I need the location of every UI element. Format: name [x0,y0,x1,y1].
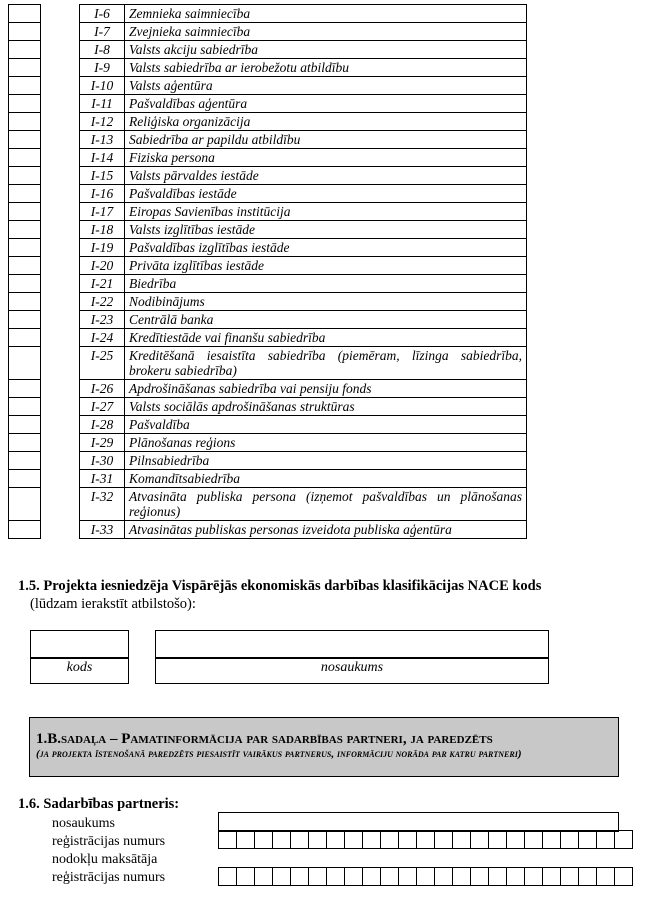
code-description: Valsts sociālās apdrošināšanas struktūras [125,398,527,416]
digit-cell[interactable] [471,831,489,849]
spacer [41,221,80,239]
digit-cell[interactable] [381,868,399,886]
digit-cell[interactable] [381,831,399,849]
code-checkbox[interactable] [9,398,41,416]
code-checkbox[interactable] [9,521,41,539]
spacer [41,131,80,149]
code-checkbox[interactable] [9,185,41,203]
partner-tax-reg-number-label: reģistrācijas numurs [52,870,166,885]
spacer [41,95,80,113]
nace-code-input[interactable] [30,630,129,659]
code-value: I-12 [80,113,125,131]
digit-cell[interactable] [255,868,273,886]
nace-name-input[interactable] [155,630,549,659]
section-1-5-title: 1.5. Projekta iesniedzēja Vispārējās ekonomiskās darbības klasifikācijas NACE kods [18,578,542,594]
spacer [41,521,80,539]
code-value: I-26 [80,380,125,398]
code-description: Privāta izglītības iestāde [125,257,527,275]
code-checkbox[interactable] [9,488,41,521]
code-value: I-7 [80,23,125,41]
digit-cell[interactable] [399,868,417,886]
code-description: Plānošanas reģions [125,434,527,452]
code-description: Sabiedrība ar papildu atbildību [125,131,527,149]
code-description: Pašvaldības aģentūra [125,95,527,113]
digit-cell[interactable] [237,831,255,849]
code-row [9,434,527,452]
code-row [9,41,527,59]
code-checkbox[interactable] [9,293,41,311]
digit-cell[interactable] [345,831,363,849]
code-checkbox[interactable] [9,416,41,434]
code-checkbox[interactable] [9,95,41,113]
digit-cell[interactable] [273,868,291,886]
code-value: I-17 [80,203,125,221]
code-row [9,167,527,185]
code-row [9,113,527,131]
digit-cell[interactable] [507,831,525,849]
partner-tax-reg-number-grid[interactable] [218,867,633,886]
code-row [9,275,527,293]
code-value: I-9 [80,59,125,77]
digit-cell[interactable] [237,868,255,886]
code-row [9,5,527,23]
spacer [41,488,80,521]
spacer [41,203,80,221]
spacer [41,329,80,347]
spacer [41,149,80,167]
code-value: I-15 [80,167,125,185]
organization-codes-table [8,4,527,539]
spacer [41,77,80,95]
code-checkbox[interactable] [9,311,41,329]
digit-cell[interactable] [453,831,471,849]
code-value: I-24 [80,329,125,347]
code-description: Atvasināta publiska persona (izņemot pašvaldības un plānošanas reģionus) [125,488,527,521]
digit-cell[interactable] [219,868,237,886]
code-value: I-14 [80,149,125,167]
code-description: Valsts izglītības iestāde [125,221,527,239]
spacer [41,185,80,203]
digit-cell[interactable] [219,831,237,849]
digit-cell[interactable] [309,868,327,886]
code-value: I-32 [80,488,125,521]
spacer [41,239,80,257]
digit-cell[interactable] [525,868,543,886]
code-value: I-16 [80,185,125,203]
digit-cell[interactable] [543,868,561,886]
code-value: I-23 [80,311,125,329]
spacer [41,380,80,398]
code-row [9,452,527,470]
code-description: Valsts sabiedrība ar ierobežotu atbildību [125,59,527,77]
code-row [9,203,527,221]
digit-cell[interactable] [291,868,309,886]
code-description: Valsts pārvaldes iestāde [125,167,527,185]
digit-cell[interactable] [327,831,345,849]
code-value: I-28 [80,416,125,434]
code-description: Fiziska persona [125,149,527,167]
code-checkbox[interactable] [9,5,41,23]
code-row [9,470,527,488]
code-description: Kreditēšanā iesaistīta sabiedrība (piemēram, līzinga sabiedrība, brokeru sabiedrība) [125,347,527,380]
code-description: Pašvaldība [125,416,527,434]
spacer [41,257,80,275]
code-checkbox[interactable] [9,380,41,398]
digit-cell[interactable] [417,868,435,886]
kods-label: kods [66,660,93,675]
spacer [41,434,80,452]
code-value: I-18 [80,221,125,239]
code-value: I-33 [80,521,125,539]
code-checkbox[interactable] [9,149,41,167]
code-value: I-11 [80,95,125,113]
code-checkbox[interactable] [9,257,41,275]
code-row [9,257,527,275]
code-row [9,95,527,113]
spacer [41,5,80,23]
code-description: Pašvaldības iestāde [125,185,527,203]
section-1b-header [29,717,619,777]
code-checkbox[interactable] [9,452,41,470]
code-value: I-25 [80,347,125,380]
code-description: Atvasinātas publiskas personas izveidota publiska aģentūra [125,521,527,539]
code-description: Pašvaldības izglītības iestāde [125,239,527,257]
code-checkbox[interactable] [9,113,41,131]
partner-name-input[interactable] [218,812,619,832]
code-value: I-10 [80,77,125,95]
digit-cell[interactable] [255,831,273,849]
section-1-5-subtitle: (lūdzam ierakstīt atbilstošo): [30,596,196,612]
code-value: I-29 [80,434,125,452]
code-value: I-21 [80,275,125,293]
code-row [9,347,527,380]
digit-cell[interactable] [435,868,453,886]
code-row [9,398,527,416]
digit-cell[interactable] [417,831,435,849]
spacer [41,452,80,470]
code-checkbox[interactable] [9,275,41,293]
code-value: I-31 [80,470,125,488]
code-description: Zemnieka saimniecība [125,5,527,23]
code-row [9,293,527,311]
code-value: I-13 [80,131,125,149]
code-row [9,329,527,347]
code-value: I-8 [80,41,125,59]
digit-cell[interactable] [291,831,309,849]
digit-cell[interactable] [543,831,561,849]
code-description: Valsts aģentūra [125,77,527,95]
digit-cell[interactable] [615,831,633,849]
code-value: I-19 [80,239,125,257]
code-value: I-20 [80,257,125,275]
code-checkbox[interactable] [9,131,41,149]
code-checkbox[interactable] [9,329,41,347]
spacer [41,398,80,416]
digit-cell[interactable] [597,868,615,886]
code-description: Pilnsabiedrība [125,452,527,470]
code-row [9,221,527,239]
code-row [9,488,527,521]
spacer [41,41,80,59]
spacer [41,167,80,185]
code-row [9,23,527,41]
spacer [41,470,80,488]
digit-cell[interactable] [273,831,291,849]
code-checkbox[interactable] [9,239,41,257]
code-row [9,416,527,434]
spacer [41,59,80,77]
digit-cell[interactable] [489,868,507,886]
code-description: Kredītiestāde vai finanšu sabiedrība [125,329,527,347]
code-description: Reliģiska organizācija [125,113,527,131]
digit-cell[interactable] [309,831,327,849]
partner-tax-label: nodokļu maksātāja [52,852,158,867]
code-row [9,131,527,149]
code-checkbox[interactable] [9,167,41,185]
code-row [9,59,527,77]
digit-cell[interactable] [615,868,633,886]
code-checkbox[interactable] [9,59,41,77]
code-description: Apdrošināšanas sabiedrība vai pensiju fonds [125,380,527,398]
code-row [9,521,527,539]
digit-cell[interactable] [507,868,525,886]
digit-cell[interactable] [561,831,579,849]
code-row [9,380,527,398]
digit-cell[interactable] [363,831,381,849]
digit-cell[interactable] [579,868,597,886]
code-description: Eiropas Savienības institūcija [125,203,527,221]
code-row [9,149,527,167]
code-checkbox[interactable] [9,221,41,239]
code-checkbox[interactable] [9,23,41,41]
digit-cell[interactable] [345,868,363,886]
digit-cell[interactable] [489,831,507,849]
digit-cell[interactable] [579,831,597,849]
code-value: I-22 [80,293,125,311]
code-value: I-30 [80,452,125,470]
digit-cell[interactable] [399,831,417,849]
spacer [41,293,80,311]
code-checkbox[interactable] [9,41,41,59]
code-row [9,77,527,95]
spacer [41,113,80,131]
spacer [41,416,80,434]
spacer [41,23,80,41]
section-1b-note: (ja projekta īstenošanā paredzēts piesaistīt vairākus partnerus, informāciju norāda par katru partneri) [36,748,522,760]
spacer [41,311,80,329]
code-checkbox[interactable] [9,77,41,95]
code-description: Komandītsabiedrība [125,470,527,488]
digit-cell[interactable] [453,868,471,886]
code-description: Centrālā banka [125,311,527,329]
code-row [9,311,527,329]
code-value: I-27 [80,398,125,416]
digit-cell[interactable] [363,868,381,886]
section-1b-title: 1.B.sadaļa – Pamatinformācija par sadarbības partneri, ja paredzēts [36,731,493,747]
code-checkbox[interactable] [9,347,41,380]
spacer [41,275,80,293]
digit-cell[interactable] [327,868,345,886]
digit-cell[interactable] [435,831,453,849]
code-value: I-6 [80,5,125,23]
code-checkbox[interactable] [9,434,41,452]
code-row [9,185,527,203]
code-description: Zvejnieka saimniecība [125,23,527,41]
digit-cell[interactable] [597,831,615,849]
digit-cell[interactable] [471,868,489,886]
digit-cell[interactable] [525,831,543,849]
code-description: Nodibinājums [125,293,527,311]
code-description: Biedrība [125,275,527,293]
code-description: Valsts akciju sabiedrība [125,41,527,59]
partner-reg-number-grid[interactable] [218,830,633,849]
code-checkbox[interactable] [9,470,41,488]
code-checkbox[interactable] [9,203,41,221]
nosaukums-label: nosaukums [320,660,384,675]
spacer [41,347,80,380]
digit-cell[interactable] [561,868,579,886]
section-1-6-title: 1.6. Sadarbības partneris: [18,796,180,812]
partner-name-label: nosaukums [52,816,115,831]
partner-reg-number-label: reģistrācijas numurs [52,834,166,849]
code-row [9,239,527,257]
